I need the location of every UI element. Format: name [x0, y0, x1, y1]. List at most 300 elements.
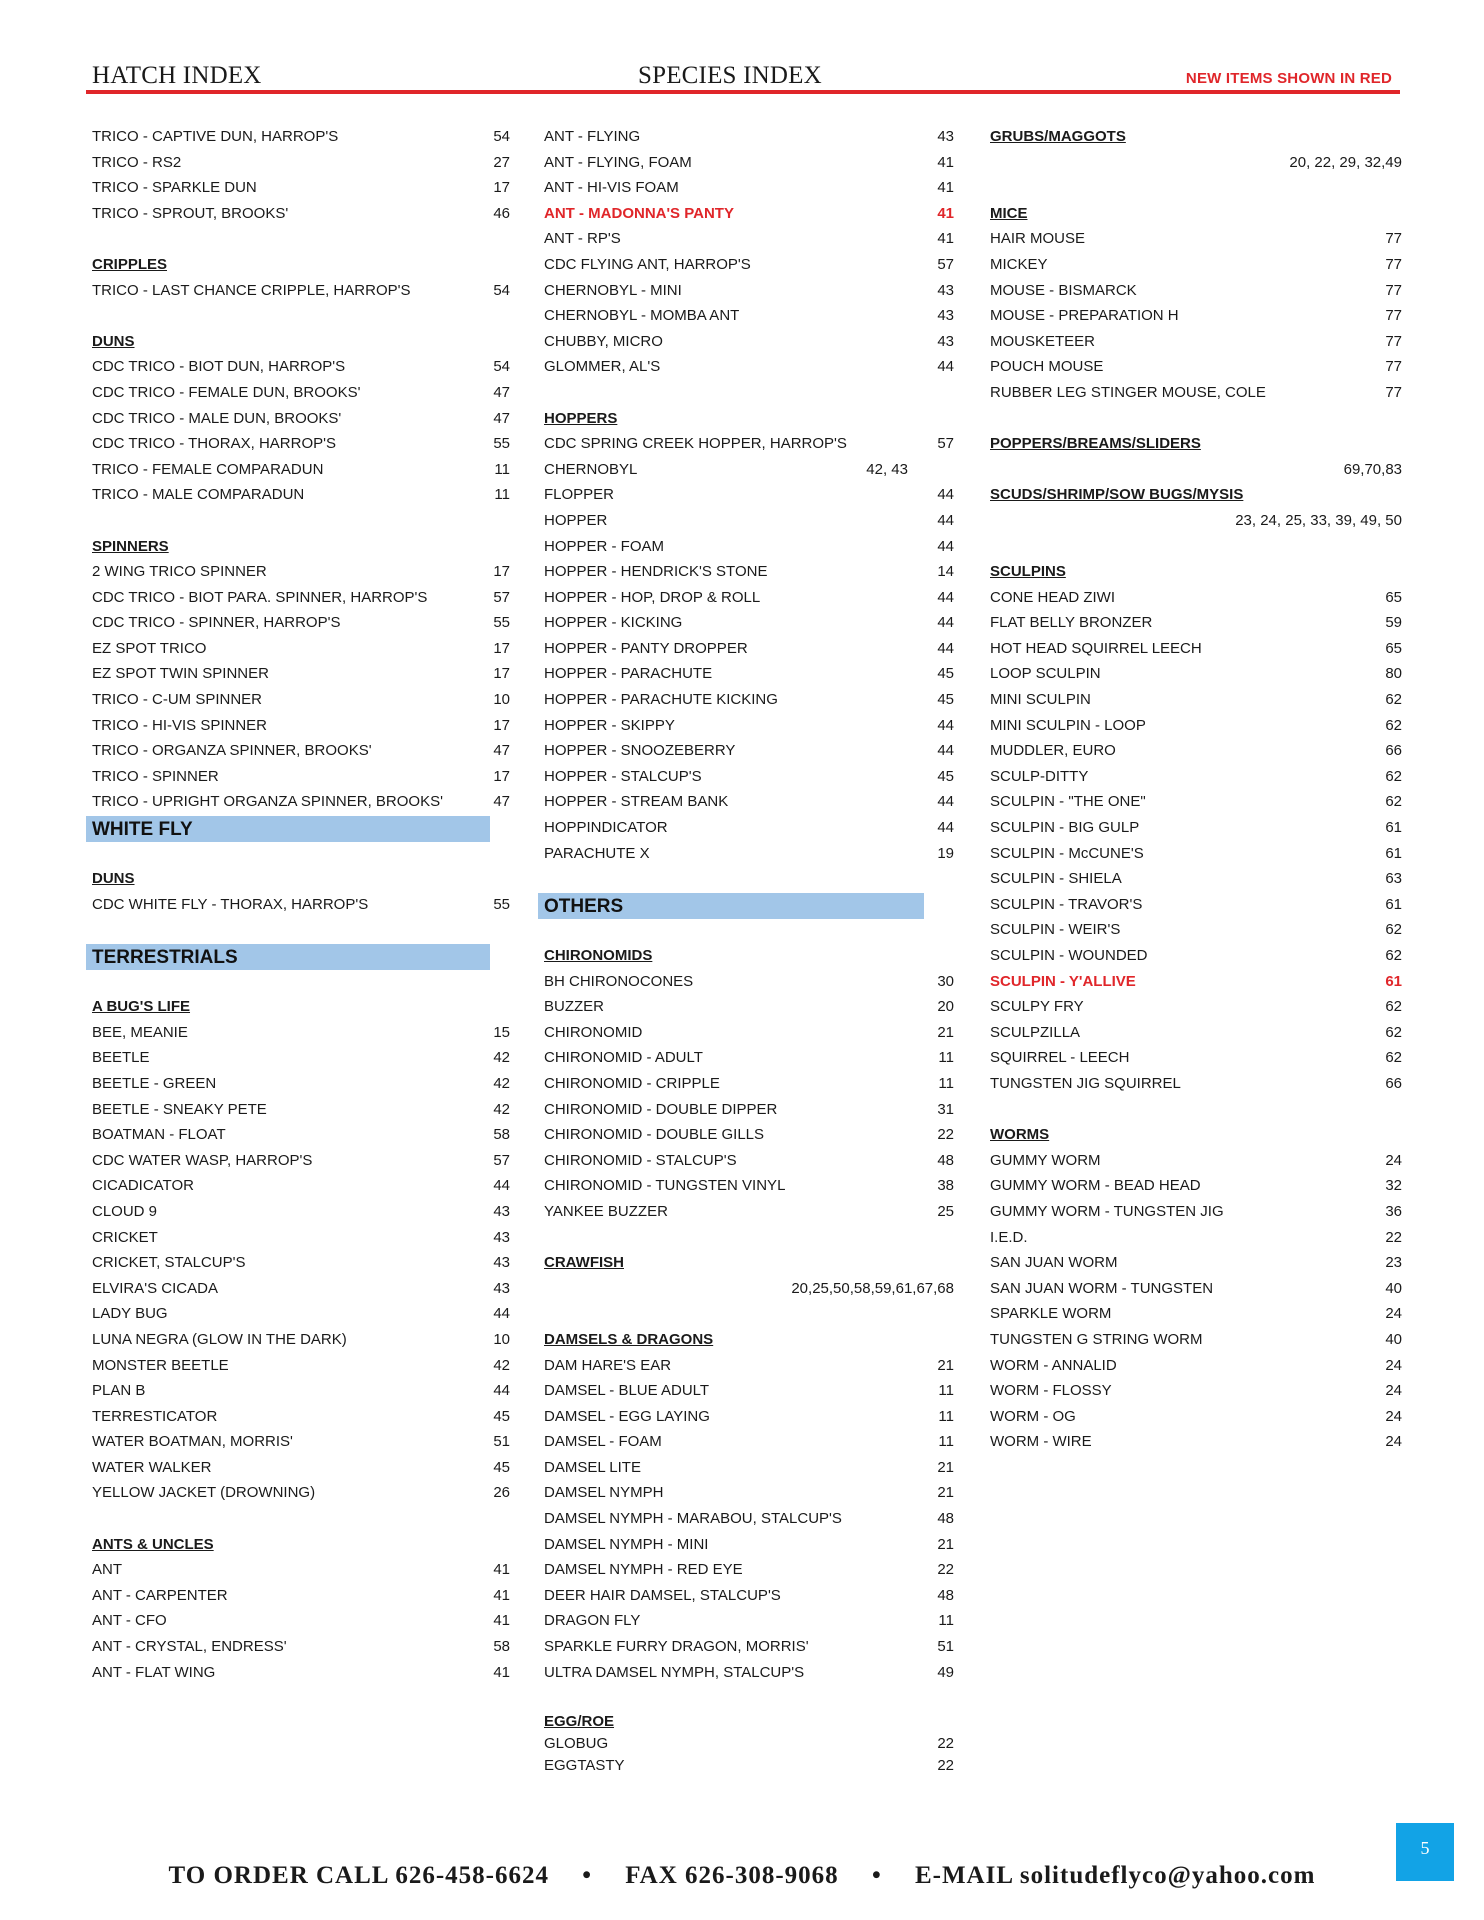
entry-page: 42, 43 — [866, 460, 908, 478]
spacer-row — [990, 1097, 1402, 1123]
column-2 — [544, 124, 954, 1777]
entry-name: MOUSE - BISMARCK — [990, 281, 1137, 299]
entry-page: 41 — [937, 179, 954, 197]
index-entry — [92, 1634, 510, 1660]
entry-name: DEER HAIR DAMSEL, STALCUP'S — [544, 1586, 781, 1604]
entry-name: TRICO - CAPTIVE DUN, HARROP'S — [92, 128, 339, 145]
subsection-heading — [92, 994, 510, 1020]
entry-page: 24 — [1385, 1305, 1402, 1323]
index-entry — [990, 1173, 1402, 1199]
entry-name: TRICO - MALE COMPARADUN — [92, 486, 305, 504]
entry-page: 42 — [493, 1074, 510, 1092]
index-entry — [92, 1122, 510, 1148]
index-entry — [92, 1353, 510, 1379]
entry-page: 30 — [937, 972, 954, 990]
entry-page: 47 — [493, 409, 510, 427]
species-index-title: SPECIES INDEX — [638, 62, 822, 89]
index-entry — [990, 1353, 1402, 1379]
entry-name: GUMMY WORM - TUNGSTEN JIG — [990, 1202, 1224, 1220]
index-entry — [990, 1327, 1402, 1353]
entry-name: LOOP SCULPIN — [990, 665, 1101, 683]
entry-page: 45 — [937, 691, 954, 709]
entry-page: 62 — [1385, 716, 1402, 734]
entry-page: 49 — [937, 1663, 954, 1681]
subsection-label: CHIRONOMIDS — [544, 947, 653, 964]
entry-page: 77 — [1385, 230, 1402, 248]
entry-name: CHUBBY, MICRO — [544, 332, 663, 350]
index-entry — [544, 661, 954, 687]
entry-page: 48 — [937, 1586, 954, 1604]
entry-page: 44 — [937, 716, 954, 734]
entry-name: ANT - FLYING, FOAM — [544, 153, 692, 171]
entry-name: I.E.D. — [990, 1228, 1028, 1246]
entry-page: 54 — [493, 358, 510, 376]
index-entry — [544, 226, 954, 252]
entry-page: 14 — [937, 563, 954, 581]
entry-page: 43 — [493, 1202, 510, 1220]
entry-name: TRICO - RS2 — [92, 153, 182, 171]
spacer-row — [92, 303, 510, 329]
entry-page: 55 — [493, 435, 510, 453]
index-entry — [92, 1660, 510, 1686]
entry-page: 40 — [1385, 1279, 1402, 1297]
entry-name: HOPPER — [544, 511, 608, 529]
entry-name: WATER WALKER — [92, 1458, 212, 1476]
entry-name: HOT HEAD SQUIRREL LEECH — [990, 639, 1202, 657]
entry-page: 44 — [937, 358, 954, 376]
entry-page: 77 — [1385, 332, 1402, 350]
entry-name: ANT - RP'S — [544, 230, 621, 248]
entry-page: 21 — [937, 1484, 954, 1502]
index-entry — [544, 1480, 954, 1506]
entry-page: 44 — [937, 614, 954, 632]
entry-name: YELLOW JACKET (DROWNING) — [92, 1484, 316, 1502]
entry-page: 24 — [1385, 1151, 1402, 1169]
entry-page: 44 — [937, 819, 954, 837]
entry-page: 43 — [493, 1254, 510, 1272]
subsection-label: SCULPINS — [990, 563, 1066, 581]
subsection-label: MICE — [990, 204, 1028, 222]
entry-name: CHERNOBYL — [544, 460, 638, 478]
entry-name: CDC TRICO - BIOT PARA. SPINNER, HARROP'S — [92, 588, 428, 606]
entry-page: 31 — [937, 1100, 954, 1118]
index-entry — [92, 431, 510, 457]
entry-name: PLAN B — [92, 1382, 146, 1400]
entry-page: 27 — [493, 153, 510, 171]
entry-name: DAMSEL - EGG LAYING — [544, 1407, 710, 1425]
index-entry — [92, 636, 510, 662]
entry-page: 11 — [494, 460, 510, 478]
entry-page: 43 — [493, 1279, 510, 1297]
entry-name: MINI SCULPIN — [990, 691, 1091, 709]
entry-page: 63 — [1385, 870, 1402, 888]
index-entry — [990, 610, 1402, 636]
entry-page: 15 — [493, 1023, 510, 1041]
entry-name: CHERNOBYL - MINI — [544, 281, 682, 299]
index-entry — [990, 354, 1402, 380]
index-entry — [544, 150, 954, 176]
entry-name: ANT - FLAT WING — [92, 1663, 216, 1681]
entry-name: CHIRONOMID — [544, 1023, 643, 1041]
index-entry — [990, 1071, 1402, 1097]
entry-page: 11 — [494, 486, 510, 504]
index-entry — [92, 661, 510, 687]
index-entry — [990, 815, 1402, 841]
subsection-label: HOPPERS — [544, 409, 618, 427]
index-entry — [92, 380, 510, 406]
entry-page: 11 — [938, 1049, 954, 1067]
entry-page: 22 — [1385, 1228, 1402, 1246]
index-entry — [544, 457, 954, 483]
spacer-row — [544, 1685, 954, 1711]
entry-name: YANKEE BUZZER — [544, 1202, 668, 1220]
email-address: E-MAIL solitudeflyco@yahoo.com — [914, 1862, 1316, 1889]
subsection-label: SPINNERS — [92, 537, 169, 555]
entry-name: RUBBER LEG STINGER MOUSE, COLE — [990, 383, 1266, 401]
index-entry — [92, 610, 510, 636]
index-entry — [990, 636, 1402, 662]
entry-page: 77 — [1385, 358, 1402, 376]
entry-name: SCULPIN - "THE ONE" — [990, 793, 1146, 811]
subsection-label: DUNS — [92, 870, 135, 888]
entry-page: 62 — [1385, 767, 1402, 785]
entry-name: POUCH MOUSE — [990, 358, 1104, 376]
subsection-heading — [990, 431, 1402, 457]
entry-name: WORM - ANNALID — [990, 1356, 1117, 1374]
index-entry — [92, 1301, 510, 1327]
entry-name: DAMSEL LITE — [544, 1458, 641, 1476]
spacer-row — [544, 866, 954, 892]
order-phone: TO ORDER CALL 626-458-6624 — [168, 1862, 549, 1889]
entry-name: HOPPER - PARACHUTE — [544, 665, 713, 683]
index-entry — [544, 636, 954, 662]
spacer-row — [990, 406, 1402, 432]
spacer-row — [92, 1506, 510, 1532]
subsection-label: CRAWFISH — [544, 1254, 624, 1272]
section-band — [544, 892, 954, 918]
index-entry — [544, 1755, 954, 1777]
spacer-row — [990, 175, 1402, 201]
entry-name: MICKEY — [990, 255, 1048, 273]
entry-page: 21 — [937, 1535, 954, 1553]
entry-name: BEE, MEANIE — [92, 1023, 188, 1041]
section-band — [92, 943, 510, 969]
entry-name: CRICKET — [92, 1228, 158, 1246]
subsection-heading — [990, 201, 1402, 227]
section-band — [92, 815, 510, 841]
index-entry — [544, 1583, 954, 1609]
spacer-row — [92, 969, 510, 995]
entry-name: CDC TRICO - THORAX, HARROP'S — [92, 435, 336, 453]
entry-name: BH CHIRONOCONES — [544, 972, 694, 990]
entry-page: 47 — [493, 742, 510, 760]
page-numbers: 20, 22, 29, 32,49 — [1289, 153, 1402, 171]
index-entry — [92, 1276, 510, 1302]
index-entry — [990, 687, 1402, 713]
entry-name: TRICO - SPROUT, BROOKS' — [92, 204, 289, 222]
subsection-label: WORMS — [990, 1126, 1050, 1144]
entry-page: 51 — [493, 1433, 510, 1451]
index-entry — [990, 1429, 1402, 1455]
index-entry — [92, 406, 510, 432]
entry-name: LUNA NEGRA (GLOW IN THE DARK) — [92, 1330, 347, 1348]
new-index-entry — [544, 201, 954, 227]
entry-page: 41 — [937, 230, 954, 248]
entry-name: LADY BUG — [92, 1305, 168, 1323]
entry-page: 77 — [1385, 255, 1402, 273]
entry-name: TRICO - LAST CHANCE CRIPPLE, HARROP'S — [92, 281, 411, 299]
entry-name: ULTRA DAMSEL NYMPH, STALCUP'S — [544, 1663, 805, 1681]
entry-page: 11 — [938, 1433, 954, 1451]
entry-page: 62 — [1385, 998, 1402, 1016]
entry-page: 44 — [937, 511, 954, 529]
entry-name: SCULPIN - McCUNE'S — [990, 844, 1144, 862]
entry-page: 57 — [937, 255, 954, 273]
index-entry — [544, 1733, 954, 1755]
entry-page: 57 — [493, 1151, 510, 1169]
entry-page: 44 — [937, 588, 954, 606]
index-entry — [544, 1404, 954, 1430]
index-entry — [92, 1250, 510, 1276]
new-index-entry — [990, 969, 1402, 995]
entry-name: BEETLE - GREEN — [92, 1074, 217, 1092]
entry-page: 44 — [493, 1177, 510, 1195]
index-entry — [990, 892, 1402, 918]
entry-name: HOPPER - SNOOZEBERRY — [544, 742, 736, 760]
entry-page: 80 — [1385, 665, 1402, 683]
index-entry — [544, 252, 954, 278]
entry-name: CDC TRICO - MALE DUN, BROOKS' — [92, 409, 342, 427]
entry-page: 40 — [1385, 1330, 1402, 1348]
entry-page: 41 — [493, 1586, 510, 1604]
entry-name: SCULPIN - Y'ALLIVE — [990, 972, 1136, 990]
index-entry — [544, 1199, 954, 1225]
entry-page: 44 — [937, 793, 954, 811]
entry-name: SQUIRREL - LEECH — [990, 1049, 1130, 1067]
index-entry — [92, 1429, 510, 1455]
entry-page: 43 — [937, 128, 954, 145]
entry-name: SCULP-DITTY — [990, 767, 1089, 785]
entry-name: ANT - FLYING — [544, 128, 641, 145]
subsection-label: DAMSELS & DRAGONS — [544, 1330, 714, 1348]
index-entry — [92, 1225, 510, 1251]
index-entry — [92, 764, 510, 790]
entry-name: SCULPZILLA — [990, 1023, 1081, 1041]
entry-page: 26 — [493, 1484, 510, 1502]
index-entry — [92, 713, 510, 739]
index-entry — [92, 1173, 510, 1199]
entry-page: 44 — [937, 537, 954, 555]
entry-name: HOPPER - STALCUP'S — [544, 767, 702, 785]
index-entry — [544, 1429, 954, 1455]
subsection-heading — [544, 1250, 954, 1276]
entry-name: SCULPIN - BIG GULP — [990, 819, 1140, 837]
entry-name: CLOUD 9 — [92, 1202, 158, 1220]
spacer-row — [92, 917, 510, 943]
entry-name: HOPPER - STREAM BANK — [544, 793, 729, 811]
index-entry — [990, 1148, 1402, 1174]
entry-page: 11 — [938, 1382, 954, 1400]
index-entry — [544, 1045, 954, 1071]
entry-name: DAMSEL NYMPH - MARABOU, STALCUP'S — [544, 1510, 842, 1528]
header-rule — [86, 90, 1400, 94]
index-entry — [92, 150, 510, 176]
index-entry — [990, 917, 1402, 943]
entry-name: BOATMAN - FLOAT — [92, 1126, 226, 1144]
entry-name: GLOMMER, AL'S — [544, 358, 661, 376]
entry-name: CHERNOBYL - MOMBA ANT — [544, 307, 740, 325]
entry-name: DAMSEL NYMPH - RED EYE — [544, 1561, 743, 1579]
spacer-row — [544, 917, 954, 943]
index-entry — [544, 1071, 954, 1097]
entry-name: EZ SPOT TRICO — [92, 639, 207, 657]
fax-number: FAX 626-308-9068 — [625, 1862, 839, 1889]
entry-name: SAN JUAN WORM - TUNGSTEN — [990, 1279, 1214, 1297]
entry-name: SCULPY FRY — [990, 998, 1084, 1016]
index-entry — [92, 738, 510, 764]
index-entry — [990, 303, 1402, 329]
index-entry — [990, 278, 1402, 304]
index-entry — [990, 789, 1402, 815]
subsection-heading — [92, 329, 510, 355]
entry-page: 61 — [1385, 972, 1402, 990]
entry-name: FLAT BELLY BRONZER — [990, 614, 1153, 632]
entry-page: 42 — [493, 1100, 510, 1118]
page-list-row — [990, 457, 1402, 483]
entry-name: GUMMY WORM — [990, 1151, 1101, 1169]
entry-page: 32 — [1385, 1177, 1402, 1195]
entry-name: TERRESTICATOR — [92, 1407, 218, 1425]
index-entry — [544, 1097, 954, 1123]
index-entry — [92, 175, 510, 201]
index-entry — [92, 278, 510, 304]
entry-name: HOPPER - PARACHUTE KICKING — [544, 691, 778, 709]
subsection-heading — [990, 1122, 1402, 1148]
entry-page: 55 — [493, 895, 510, 913]
entry-name: PARACHUTE X — [544, 844, 650, 862]
entry-page: 62 — [1385, 947, 1402, 964]
entry-name: TRICO - UPRIGHT ORGANZA SPINNER, BROOKS' — [92, 793, 443, 811]
entry-page: 62 — [1385, 691, 1402, 709]
entry-page: 24 — [1385, 1382, 1402, 1400]
entry-name: MOUSKETEER — [990, 332, 1096, 350]
entry-page: 43 — [937, 307, 954, 325]
entry-page: 61 — [1385, 819, 1402, 837]
entry-page: 45 — [937, 767, 954, 785]
entry-page: 41 — [937, 204, 954, 222]
entry-name: TRICO - C-UM SPINNER — [92, 691, 262, 709]
subsection-label: DUNS — [92, 332, 135, 350]
subsection-heading — [544, 1327, 954, 1353]
subsection-label: POPPERS/BREAMS/SLIDERS — [990, 435, 1201, 453]
index-entry — [544, 687, 954, 713]
entry-name: BEETLE — [92, 1049, 150, 1067]
subsection-heading — [92, 866, 510, 892]
entry-name: WATER BOATMAN, MORRIS' — [92, 1433, 293, 1451]
entry-page: 44 — [493, 1305, 510, 1323]
entry-name: ANT - CFO — [92, 1612, 167, 1630]
entry-page: 46 — [493, 204, 510, 222]
entry-name: TRICO - HI-VIS SPINNER — [92, 716, 268, 734]
entry-name: ANT — [92, 1561, 122, 1579]
page-numbers: 69,70,83 — [1343, 460, 1402, 478]
subsection-heading — [92, 1532, 510, 1558]
entry-page: 17 — [493, 563, 510, 581]
entry-name: CDC WATER WASP, HARROP'S — [92, 1151, 313, 1169]
entry-name: ELVIRA'S CICADA — [92, 1279, 218, 1297]
subsection-heading — [990, 559, 1402, 585]
entry-page: 11 — [938, 1074, 954, 1092]
index-entry — [544, 841, 954, 867]
entry-page: 20 — [937, 998, 954, 1016]
entry-page: 38 — [937, 1177, 954, 1195]
page-list-row — [990, 150, 1402, 176]
index-entry — [544, 1353, 954, 1379]
entry-name: CDC TRICO - SPINNER, HARROP'S — [92, 614, 341, 632]
index-entry — [990, 661, 1402, 687]
entry-page: 41 — [493, 1612, 510, 1630]
index-entry — [990, 1225, 1402, 1251]
entry-page: 22 — [937, 1734, 954, 1752]
subsection-heading — [544, 406, 954, 432]
entry-name: CONE HEAD ZIWI — [990, 588, 1116, 606]
new-items-note: NEW ITEMS SHOWN IN RED — [1185, 70, 1392, 87]
entry-name: CRICKET, STALCUP'S — [92, 1254, 246, 1272]
entry-name: TUNGSTEN G STRING WORM — [990, 1330, 1203, 1348]
entry-name: TUNGSTEN JIG SQUIRREL — [990, 1074, 1181, 1092]
index-entry — [990, 764, 1402, 790]
entry-page: 17 — [493, 639, 510, 657]
index-entry — [92, 201, 510, 227]
entry-page: 22 — [937, 1126, 954, 1144]
index-entry — [544, 585, 954, 611]
index-entry — [990, 713, 1402, 739]
entry-page: 44 — [493, 1382, 510, 1400]
entry-name: CDC TRICO - FEMALE DUN, BROOKS' — [92, 383, 361, 401]
entry-page: 42 — [493, 1049, 510, 1067]
entry-page: 45 — [493, 1458, 510, 1476]
entry-page: 44 — [937, 486, 954, 504]
index-entry — [92, 1608, 510, 1634]
entry-page: 44 — [937, 639, 954, 657]
entry-name: HAIR MOUSE — [990, 230, 1086, 248]
index-entry — [544, 738, 954, 764]
entry-name: HOPPER - FOAM — [544, 537, 665, 555]
subsection-heading — [92, 252, 510, 278]
subsection-label: ANTS & UNCLES — [92, 1535, 214, 1553]
entry-name: DAMSEL - BLUE ADULT — [544, 1382, 710, 1400]
index-entry — [92, 1097, 510, 1123]
entry-page: 59 — [1385, 614, 1402, 632]
subsection-label: A BUG'S LIFE — [92, 998, 191, 1016]
entry-page: 54 — [493, 128, 510, 145]
entry-name: CHIRONOMID - DOUBLE GILLS — [544, 1126, 765, 1144]
index-entry — [92, 482, 510, 508]
index-entry — [92, 687, 510, 713]
page-list-row — [990, 508, 1402, 534]
spacer-row — [92, 841, 510, 867]
page-list-row — [544, 1276, 954, 1302]
entry-page: 19 — [937, 844, 954, 862]
entry-name: CHIRONOMID - CRIPPLE — [544, 1074, 720, 1092]
entry-page: 58 — [493, 1126, 510, 1144]
subsection-label: CRIPPLES — [92, 255, 168, 273]
entry-page: 57 — [493, 588, 510, 606]
index-entry — [990, 994, 1402, 1020]
entry-page: 55 — [493, 614, 510, 632]
index-entry — [92, 1557, 510, 1583]
index-entry — [544, 534, 954, 560]
